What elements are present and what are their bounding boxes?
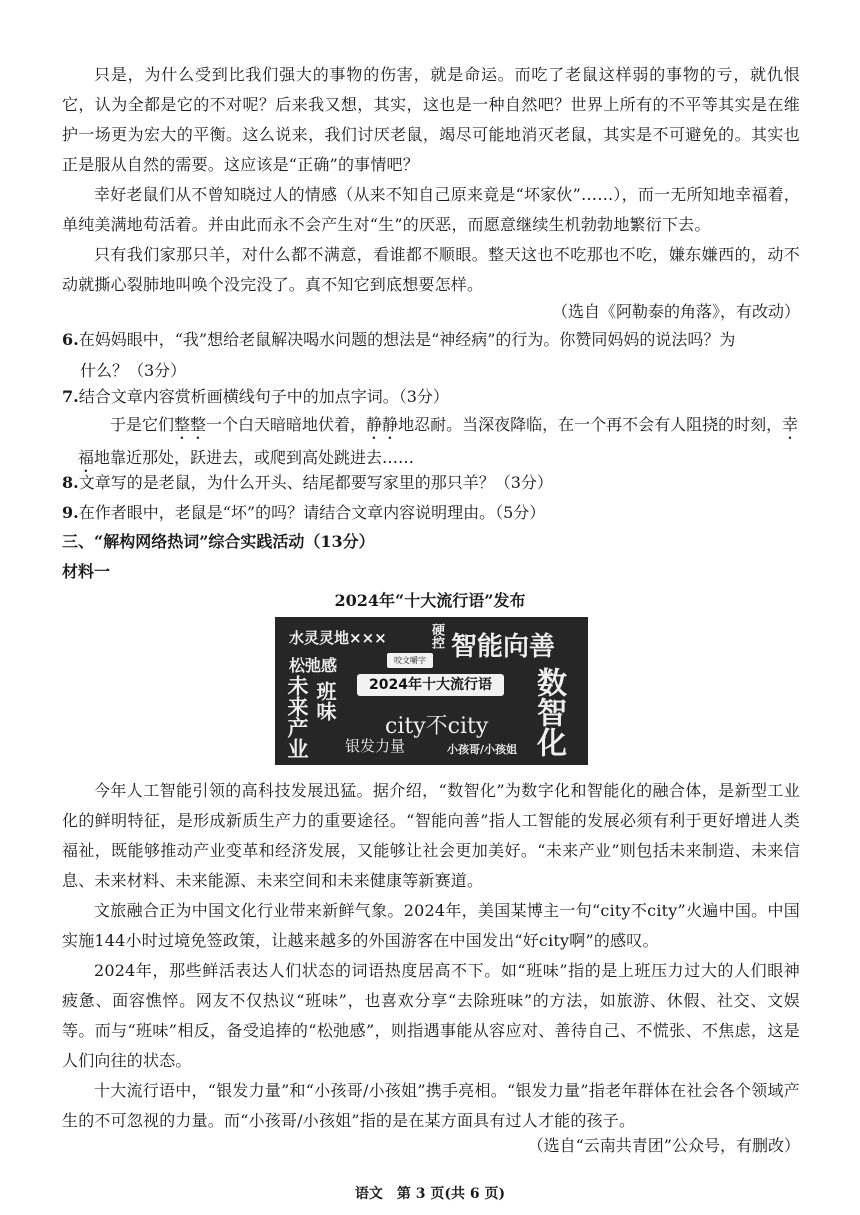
story-paragraph-1: 只是，为什么受到比我们强大的事物的伤害，就是命运。而吃了老鼠这样弱的事物的亏，就仇恨它，认为全都是它的不对呢？后来我又想，其实，这也是一种自然吧？世界上所有的不平等其实是在维护一场更为宏大的平衡。这么说来，我们讨厌老鼠，竭尽可能地消灭老鼠，其实是不可避免的。其实也正是服从自然的需要。这应该是“正确”的事情吧？ <box>62 65 800 174</box>
question-6-number: 6. <box>62 330 79 349</box>
top10-label: 2024年十大流行语 <box>357 674 504 696</box>
page-footer: 语文 第 3 页(共 6 页) <box>354 1186 506 1202</box>
section-3-heading: 三、“解构网络热词”综合实践活动（13分） <box>62 532 375 551</box>
quote-part: 地忍耐。当深夜降临，在一个再不会有人阻挠的时刻， <box>398 415 783 434</box>
question-9-text: 在作者眼中，老鼠是“坏”的吗？请结合文章内容说明理由。（5分） <box>78 503 546 522</box>
question-9-number: 9. <box>62 503 79 522</box>
dotted-word-zhengzheng: 整整 <box>174 415 207 434</box>
word-xiaohaige: 小孩哥/小孩姐 <box>447 743 518 756</box>
quote-part: 地靠近那处，跃进去，或爬到高处跳进去…… <box>94 448 415 467</box>
quote-part: 一个白天暗暗地伏着， <box>206 415 367 434</box>
material-1-label: 材料一 <box>62 562 111 581</box>
quote-part: 于是它们 <box>110 415 175 434</box>
question-8-text: 文章写的是老鼠，为什么开头、结尾都要写家里的那只羊？（3分） <box>78 473 553 492</box>
word-songchigan: 松弛感 <box>289 656 338 675</box>
word-citybucity: city不city <box>385 714 489 739</box>
word-weilaichanye: 未来产业 <box>285 675 309 759</box>
story-paragraph-2: 幸好老鼠们从不曾知晓过人的情感（从来不知自己原来竟是“坏家伙”……），而一无所知地幸福着，单纯美满地苟活着。并由此而永不会产生对“生”的厌恶，而愿意继续生机勃勃地繁衍下去。 <box>62 185 800 234</box>
question-8 <box>62 467 802 498</box>
material-1-paragraph-4: 十大流行语中，“银发力量”和“小孩哥/小孩姐”携手亮相。“银发力量”指老年群体在社会各个领域产生的不可忽视的力量。而“小孩哥/小孩姐”指的是在某方面具有过人才能的孩子。 <box>62 1081 800 1130</box>
question-8-number: 8. <box>62 473 79 492</box>
question-7 <box>62 381 802 412</box>
story-source: （选自《阿勒泰的角落》，有改动） <box>551 302 800 321</box>
material-1-paragraph-2: 文旅融合正为中国文化行业带来新鲜气象。2024年，美国某博主一句“city不city”火遍中国。中国实施144小时过境免签政策，让越来越多的外国游客在中国发出“好city啊”的感叹。 <box>62 901 800 950</box>
dotted-word-jingjing: 静静 <box>366 415 399 434</box>
word-banwei: 班味 <box>313 681 337 721</box>
figure-title: 2024年“十大流行语”发布 <box>334 591 526 610</box>
word-yingkong: 硬控 <box>429 623 444 649</box>
question-6-line-1: 在妈妈眼中，“我”想给老鼠解决喝水问题的想法是“神经病”的行为。你赞同妈妈的说法吗？为 <box>78 330 736 349</box>
question-9 <box>62 497 802 528</box>
story-paragraph-3: 只有我们家那只羊，对什么都不满意，看谁都不顺眼。整天这也不吃那也不吃，嫌东嫌西的，动不动就撕心裂肺地叫唤个没完没了。真不知它到底想要怎样。 <box>62 245 800 294</box>
question-6 <box>62 324 802 386</box>
question-6-line-2: 什么？（3分） <box>80 361 187 380</box>
dotted-word-xingfu: 幸福 <box>78 415 799 467</box>
word-zhinengxiangshan: 智能向善 <box>451 632 556 662</box>
word-shuilingling: 水灵灵地××× <box>289 629 387 647</box>
question-7-text: 结合文章内容赏析画横线句子中的加点字词。（3分） <box>78 387 449 406</box>
material-1-paragraph-3: 2024年，那些鲜活表达人们状态的词语热度居高不下。如“班味”指的是上班压力过大的人们眼神疲惫、面容憔悴。网友不仅热议“班味”，也喜欢分享“去除班味”的方法，如旅游、休假、社交、文娱等。而与“班味”相反，备受追捧的“松弛感”，则指遇事能从容应对、善待自己、不慌张、不焦虑，这是人们向往的状态。 <box>62 961 800 1070</box>
question-7-number: 7. <box>62 387 79 406</box>
material-1-source: （选自“云南共青团”公众号，有删改） <box>527 1136 800 1155</box>
word-yinfaliliang: 银发力量 <box>345 737 406 755</box>
yaowenjiaozi-logo: 咬文嚼字 <box>387 653 433 668</box>
word-shuzhihua: 数智化 <box>531 667 566 757</box>
material-1-paragraph-1: 今年人工智能引领的高科技发展迅猛。据介绍，“数智化”为数字化和智能化的融合体，是新型工业化的鲜明特征，是形成新质生产力的重要途径。“智能向善”指人工智能的发展必须有利于更好增进人类福祉，既能够推动产业变革和经济发展，又能够让社会更加美好。“未来产业”则包括未来制造、未来信息、未来材料、未来能源、未来空间和未来健康等新赛道。 <box>62 781 800 890</box>
buzzwords-figure <box>275 617 588 765</box>
